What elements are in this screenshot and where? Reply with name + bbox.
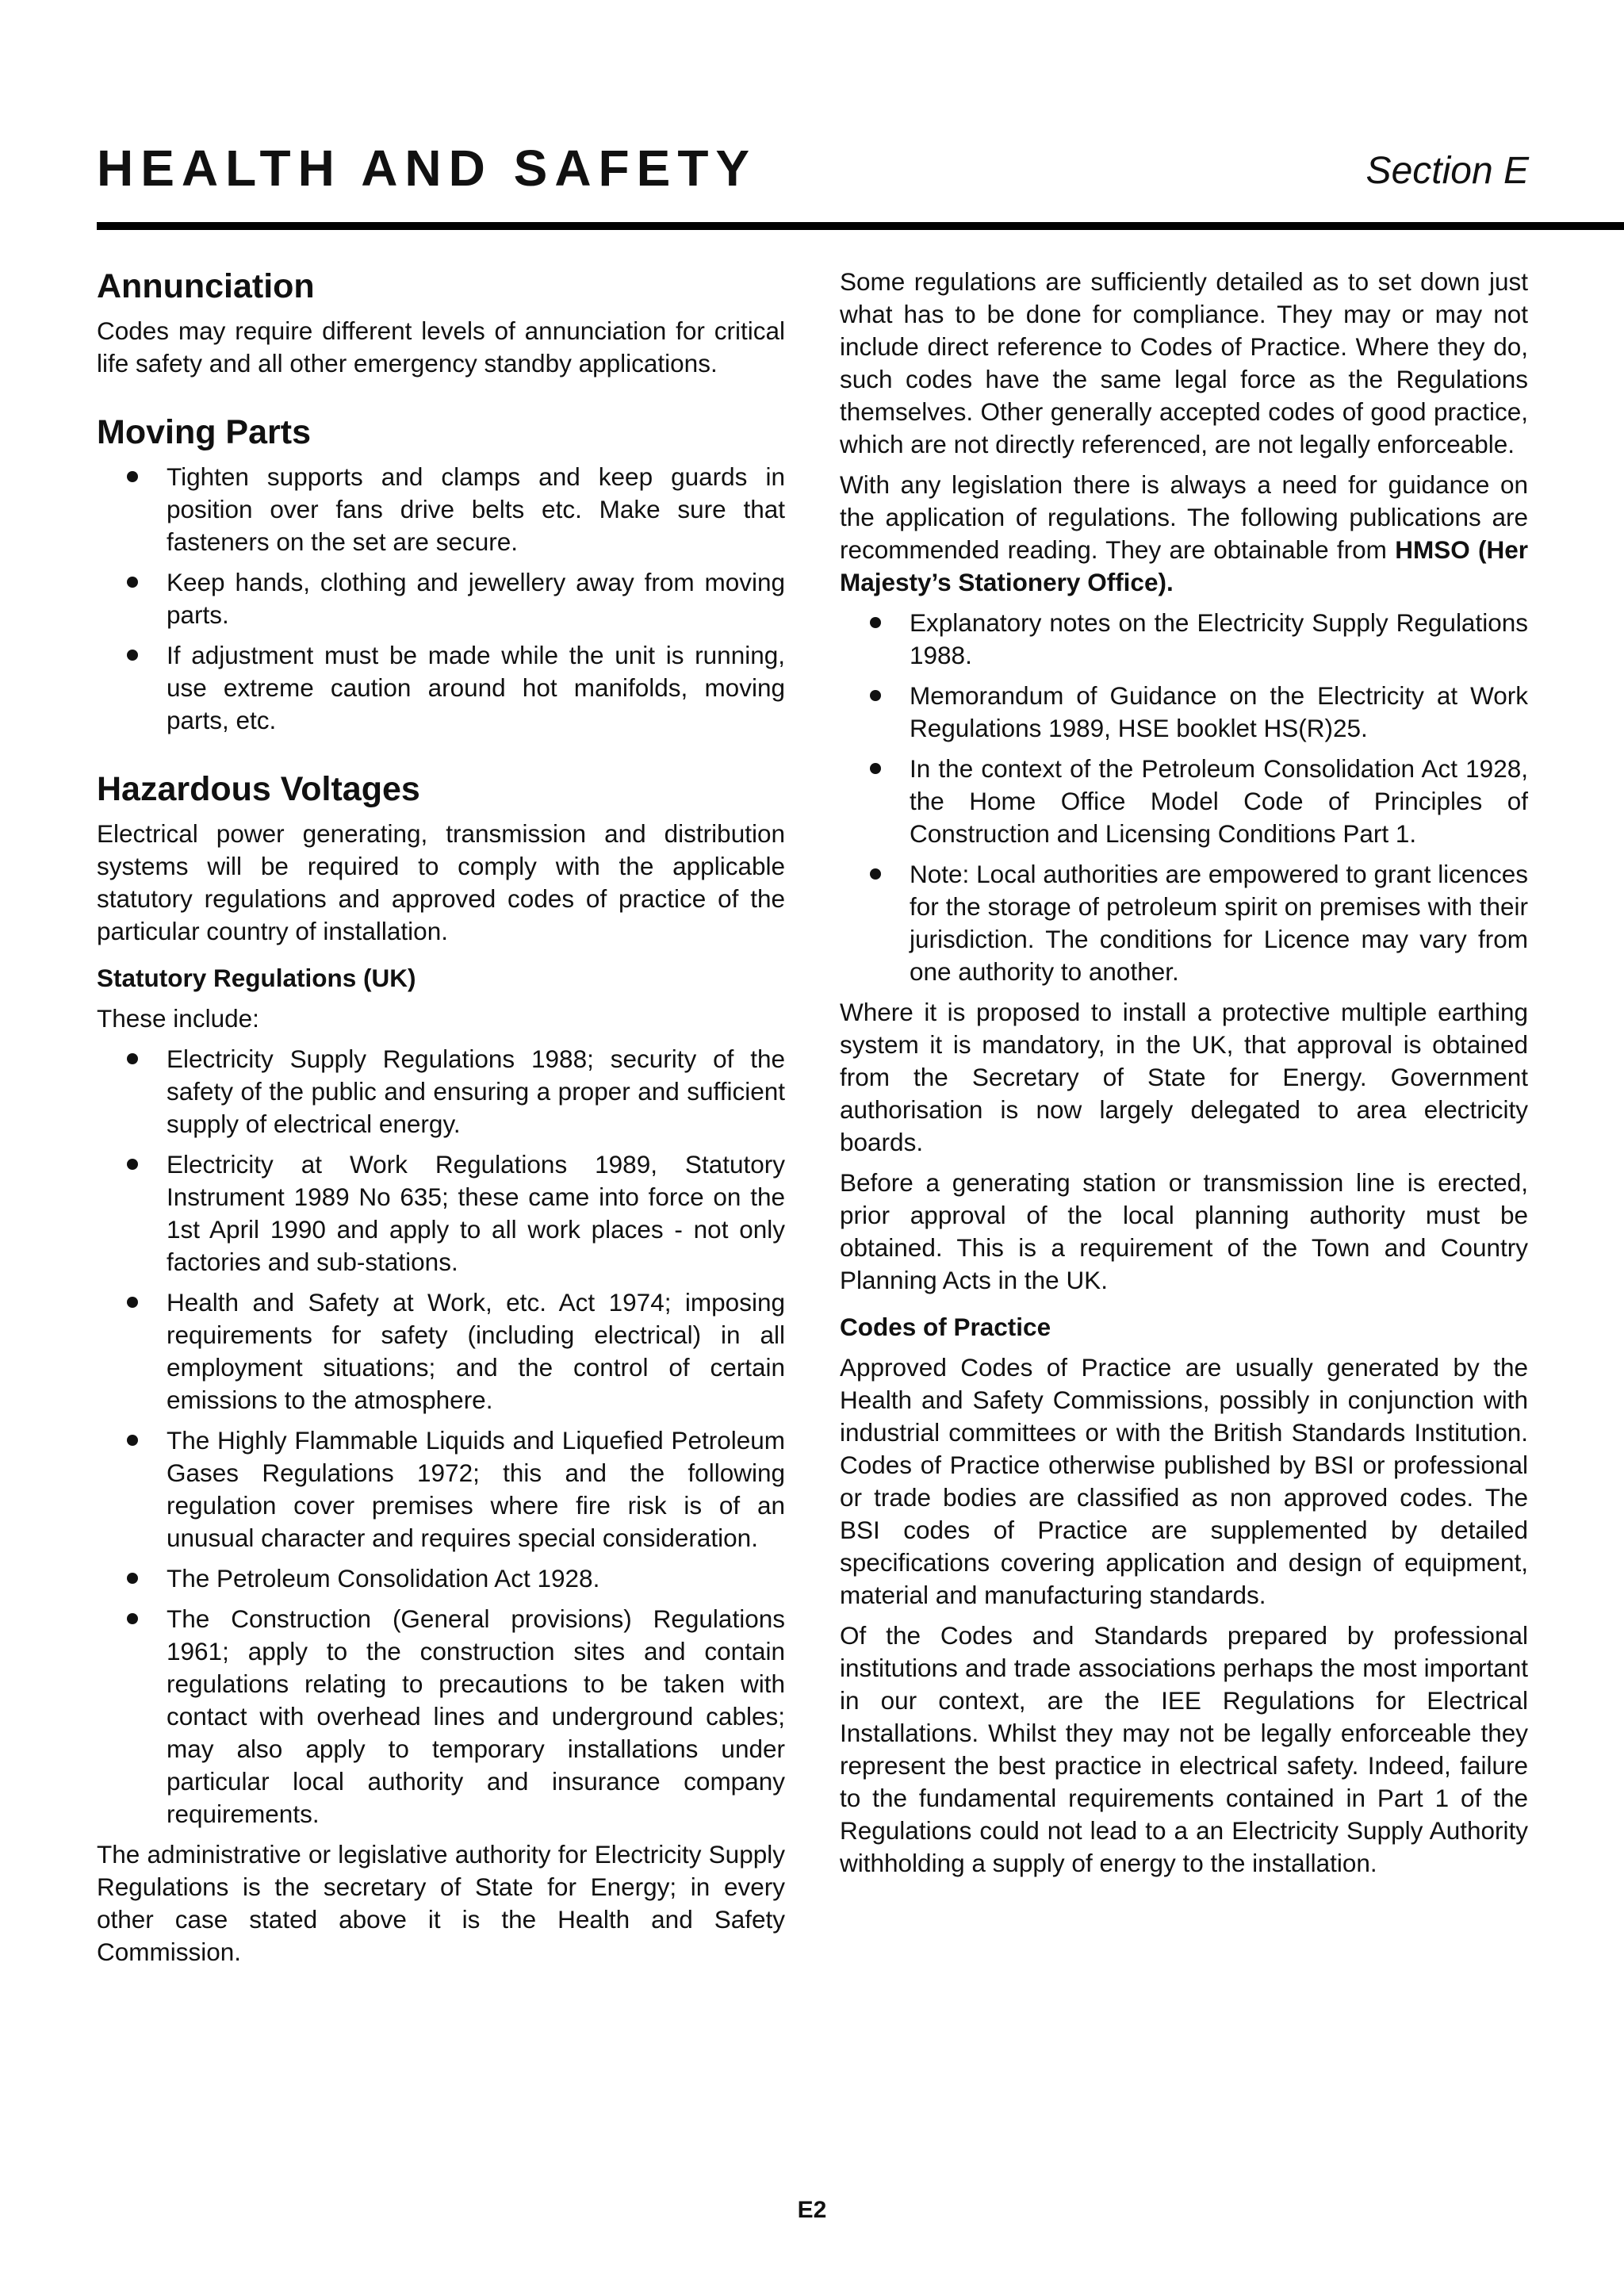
list-item-text: In the context of the Petroleum Consolidation Act 1928, the Home Office Model Code of Principles of Construction and Licensing Conditions Part 1. (910, 754, 1528, 848)
list-item-text: Keep hands, clothing and jewellery away from moving parts. (167, 568, 785, 629)
list-item (97, 1043, 785, 1140)
page-number: E2 (797, 2197, 827, 2223)
guidance-paragraph (840, 469, 1528, 599)
bullet-icon (127, 1297, 138, 1308)
list-item-text: Health and Safety at Work, etc. Act 1974; imposing requirements for safety (including electrical) in all employment situations; and the control of certain emissions to the atmosphere. (167, 1288, 785, 1414)
annunciation-heading: Annunciation (97, 267, 315, 305)
guidance-text: With any legislation there is always a need for guidance on the application of regulations. The following publications are recommended reading. They are obtainable from (840, 470, 1528, 564)
section-label: Section E (1365, 150, 1529, 192)
list-item-text: Electricity Supply Regulations 1988; security of the safety of the public and ensuring a proper and sufficient supply of electrical energy. (167, 1045, 785, 1138)
statutory-regulations-heading: Statutory Regulations (UK) (97, 964, 416, 992)
left-column (97, 266, 785, 1976)
list-item (840, 607, 1528, 672)
list-item (97, 1286, 785, 1416)
list-item-text: Memorandum of Guidance on the Electricity at Work Regulations 1989, HSE booklet HS(R)25. (910, 681, 1528, 742)
statutory-closing: The administrative or legislative authority for Electricity Supply Regulations is the secretary of State for Energy; in every other case stated above it is the Health and Safety Commission. (97, 1840, 785, 1966)
right-column (840, 266, 1528, 1888)
annunciation-text: Codes may require different levels of annunciation for critical life safety and all other emergency standby applications. (97, 316, 785, 378)
list-item (97, 1562, 785, 1595)
page-title: HEALTH AND SAFETY (97, 140, 757, 197)
bullet-icon (127, 1435, 138, 1446)
list-item (97, 639, 785, 737)
bullet-icon (127, 1159, 138, 1170)
bullet-icon (870, 763, 881, 774)
list-item (840, 858, 1528, 988)
hmso-text: HMSO (Her Majesty’s Stationery Office). (840, 535, 1528, 596)
statutory-list (97, 1043, 785, 1830)
list-item-text: Note: Local authorities are empowered to grant licences for the storage of petroleum spirit on premises with their jurisdiction. The conditions for Licence may vary from one authority to another. (910, 860, 1528, 986)
list-item (840, 753, 1528, 850)
list-item-text: The Highly Flammable Liquids and Liquefied Petroleum Gases Regulations 1972; this and the following regulation cover premises where fire risk is of an unusual character and requires special consideration. (167, 1426, 785, 1552)
list-item (840, 680, 1528, 745)
bullet-icon (870, 617, 881, 628)
codes-paragraph: Approved Codes of Practice are usually generated by the Health and Safety Commissions, possibly in conjunction with industrial committees or with the British Standards Institution. Codes of Practice otherwise published by BSI or professional or trade bodies are classified as non approved codes. The BSI codes of Practice are supplemented by detailed specifications covering application and design of equipment, material and manufacturing standards. (840, 1353, 1528, 1609)
standards-paragraph: Of the Codes and Standards prepared by professional institutions and trade associations perhaps the most important in our context, are the IEE Regulations for Electrical Installations. Whilst they may not be legally enforceable they represent the best practice in electrical safety. Indeed, failure to the fundamental requirements contained in Part 1 of the Regulations could not lead to a an Electricity Supply Authority withholding a supply of energy to the installation. (840, 1621, 1528, 1877)
planning-paragraph: Before a generating station or transmission line is erected, prior approval of the local planning authority must be obtained. This is a requirement of the Town and Country Planning Acts in the UK. (840, 1168, 1528, 1294)
hazardous-voltages-heading: Hazardous Voltages (97, 770, 420, 808)
list-item-text: Tighten supports and clamps and keep guards in position over fans drive belts etc. Make sure that fasteners on the set are secure. (167, 462, 785, 556)
moving-parts-list (97, 461, 785, 737)
bullet-icon (870, 868, 881, 880)
regulations-paragraph: Some regulations are sufficiently detailed as to set down just what has to be done for compliance. They may or may not include direct reference to Codes of Practice. Where they do, such codes have the same legal force as the Regulations themselves. Other generally accepted codes of good practice, which are not directly referenced, are not legally enforceable. (840, 267, 1528, 458)
publications-list (840, 607, 1528, 988)
list-item-text: Electricity at Work Regulations 1989, Statutory Instrument 1989 No 635; these came into force on the 1st April 1990 and apply to all work places - not only factories and sub-stations. (167, 1150, 785, 1276)
page-header (97, 135, 1624, 230)
statutory-intro: These include: (97, 1004, 259, 1033)
earthing-paragraph: Where it is proposed to install a protective multiple earthing system it is mandatory, in the UK, that approval is obtained from the Secretary of State for Energy. Government authorisation is now largely delegated to area electricity boards. (840, 998, 1528, 1156)
list-item-text: Explanatory notes on the Electricity Supply Regulations 1988. (910, 608, 1528, 669)
bullet-icon (127, 471, 138, 482)
list-item-text: The Petroleum Consolidation Act 1928. (167, 1564, 600, 1593)
hazardous-voltages-text: Electrical power generating, transmission and distribution systems will be required to comply with the applicable statutory regulations and approved codes of practice of the particular country of installation. (97, 819, 785, 945)
bullet-icon (870, 690, 881, 701)
list-item (97, 1424, 785, 1554)
list-item-text: The Construction (General provisions) Regulations 1961; apply to the construction sites and contain regulations relating to precautions to be taken with contact with overhead lines and underground cables; may also apply to temporary installations under particular local authority and insurance company requirements. (167, 1604, 785, 1828)
bullet-icon (127, 1613, 138, 1624)
list-item (97, 1603, 785, 1830)
bullet-icon (127, 577, 138, 588)
list-item-text: If adjustment must be made while the unit is running, use extreme caution around hot manifolds, moving parts, etc. (167, 641, 785, 734)
bullet-icon (127, 1573, 138, 1584)
list-item (97, 461, 785, 558)
codes-of-practice-heading: Codes of Practice (840, 1313, 1051, 1341)
list-item (97, 1148, 785, 1278)
bullet-icon (127, 650, 138, 661)
list-item (97, 566, 785, 631)
bullet-icon (127, 1053, 138, 1064)
moving-parts-heading: Moving Parts (97, 413, 311, 451)
